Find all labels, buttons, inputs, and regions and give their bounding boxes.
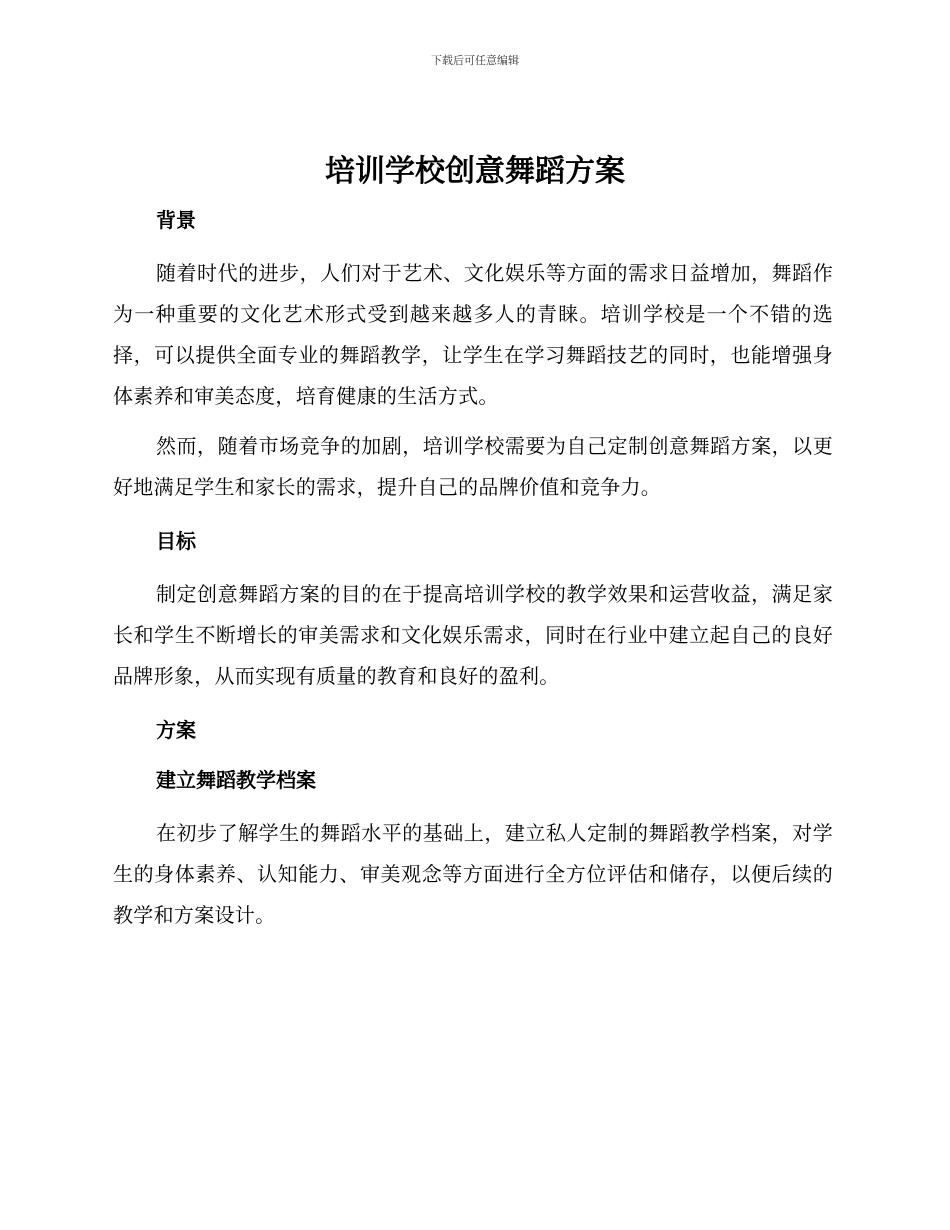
plan-paragraph-1: 在初步了解学生的舞蹈水平的基础上，建立私人定制的舞蹈教学档案，对学生的身体素养、认知能力、审美观念等方面进行全方位评估和储存，以便后续的教学和方案设计。 [113,821,833,927]
section-heading-background: 背景 [156,208,196,232]
header-note: 下载后可任意编辑 [431,54,519,67]
document-title: 培训学校创意舞蹈方案 [325,154,625,189]
background-paragraph-1: 随着时代的进步，人们对于艺术、文化娱乐等方面的需求日益增加，舞蹈作为一种重要的文化艺术形式受到越来越多人的青睐。培训学校是一个不错的选择，可以提供全面专业的舞蹈教学，让学生在学习舞蹈技艺的同时，也能增强身体素养和审美态度，培育健康的生活方式。 [113,261,833,408]
goal-paragraph-1: 制定创意舞蹈方案的目的在于提高培训学校的教学效果和运营收益，满足家长和学生不断增长的审美需求和文化娱乐需求，同时在行业中建立起自己的良好品牌形象，从而实现有质量的教育和良好的盈利。 [113,582,833,688]
subsection-heading-teaching-archive: 建立舞蹈教学档案 [156,768,316,792]
section-heading-plan: 方案 [156,718,196,742]
background-paragraph-2: 然而，随着市场竞争的加剧，培训学校需要为自己定制创意舞蹈方案，以更好地满足学生和家长的需求，提升自己的品牌价值和竞争力。 [113,434,833,499]
section-heading-goal: 目标 [156,529,196,553]
document-body [113,203,833,936]
